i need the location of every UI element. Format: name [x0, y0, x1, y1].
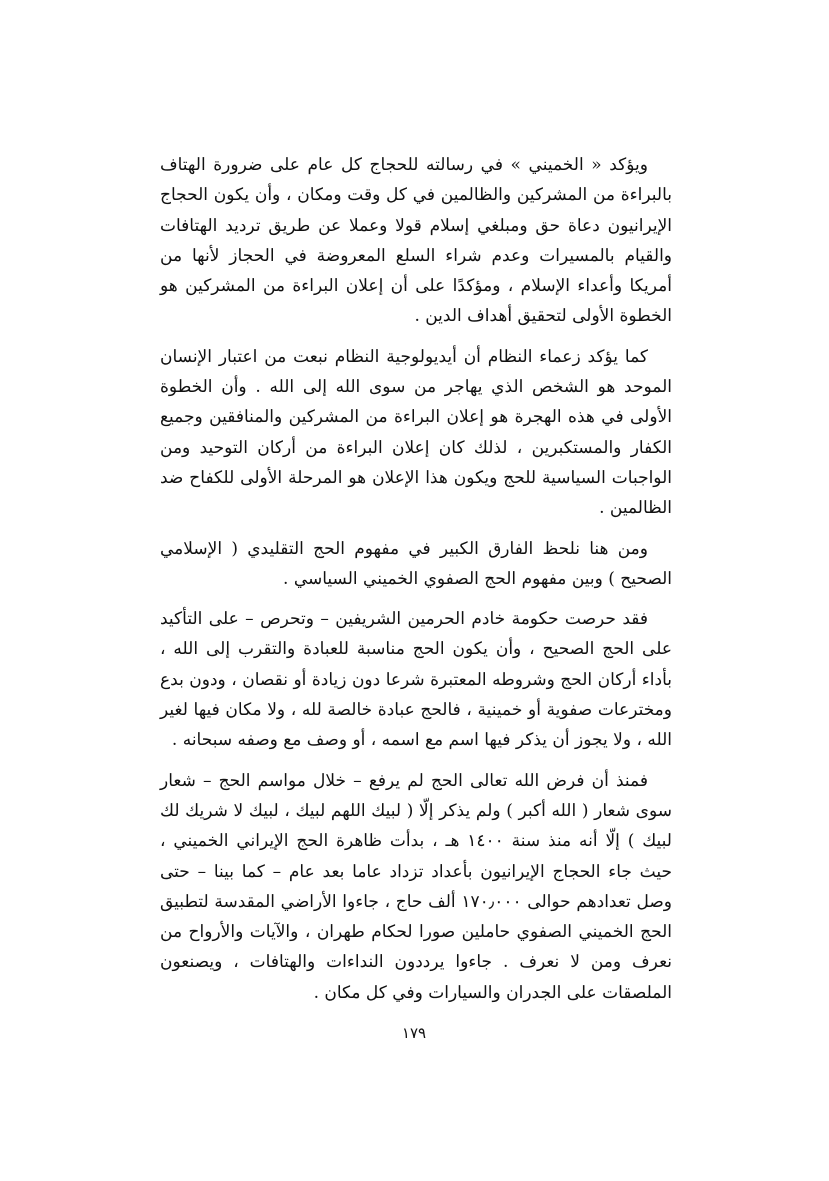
- page-number: ١٧٩: [401, 1024, 427, 1042]
- paragraph-4: فقد حرصت حكومة خادم الحرمين الشريفين – وتحرص – على التأكيد على الحج الصحيح ، وأن يكون الحج مناسبة للعبادة والتقرب إلى الله ، بأداء أركان الحج وشروطه المعتبرة شرعا دون زيادة أو نقصان ، ودون بدع ومخترعات صفوية أو خمينية ، فالحج عبادة خالصة لله ، ولا مكان فيها لغير الله ، ولا يجوز أن يذكر فيها اسم مع اسمه ، أو وصف مع وصفه سبحانه .: [160, 609, 672, 751]
- paragraph-3: ومن هنا نلحظ الفارق الكبير في مفهوم الحج التقليدي ( الإسلامي الصحيح ) وبين مفهوم الحج الصفوي الخميني السياسي .: [160, 538, 672, 589]
- body-text: [160, 150, 672, 1018]
- paragraph-5: فمنذ أن فرض الله تعالى الحج لم يرفع – خلال مواسم الحج – شعار سوى شعار ( الله أكبر ) ولم يذكر إلّا ( لبيك اللهم لبيك ، لبيك لا شريك لك لبيك ) إلّا أنه منذ سنة ١٤٠٠ هـ ، بدأت ظاهرة الحج الإيراني الخميني ، حيث جاء الحجاج الإيرانيون بأعداد تزداد عاما بعد عام – كما بينا – حتى وصل تعدادهم حوالى ١٧٠٫٠٠٠ ألف حاج ، جاءوا الأراضي المقدسة لتطبيق الحج الخميني الصفوي حاملين صورا لحكام طهران ، والآيات والأرواح من نعرف ومن لا نعرف . جاءوا يرددون النداءات والهتافات ، ويصنعون الملصقات على الجدران والسيارات وفي كل مكان .: [160, 770, 672, 1003]
- paragraph-1: ويؤكد « الخميني » في رسالته للحجاج كل عام على ضرورة الهتاف بالبراءة من المشركين والظالمين في كل وقت ومكان ، وأن يكون الحجاج الإيرانيون دعاة حق ومبلغي إسلام قولا وعملا عن طريق ترديد الهتافات والقيام بالمسيرات وعدم شراء السلع المعروضة في الحجاز لأنها من أمريكا وأعداء الإسلام ، ومؤكدًا على أن إعلان البراءة من المشركين هو الخطوة الأولى لتحقيق أهداف الدين .: [160, 155, 672, 327]
- paragraph-2: كما يؤكد زعماء النظام أن أيديولوجية النظام نبعت من اعتبار الإنسان الموحد هو الشخص الذي يهاجر من سوى الله إلى الله . وأن الخطوة الأولى في هذه الهجرة هو إعلان البراءة من المشركين والمنافقين وجميع الكفار والمستكبرين ، لذلك كان إعلان البراءة من أركان التوحيد ومن الواجبات السياسية للحج ويكون هذا الإعلان هو المرحلة الأولى للكفاح ضد الظالمين .: [160, 346, 672, 519]
